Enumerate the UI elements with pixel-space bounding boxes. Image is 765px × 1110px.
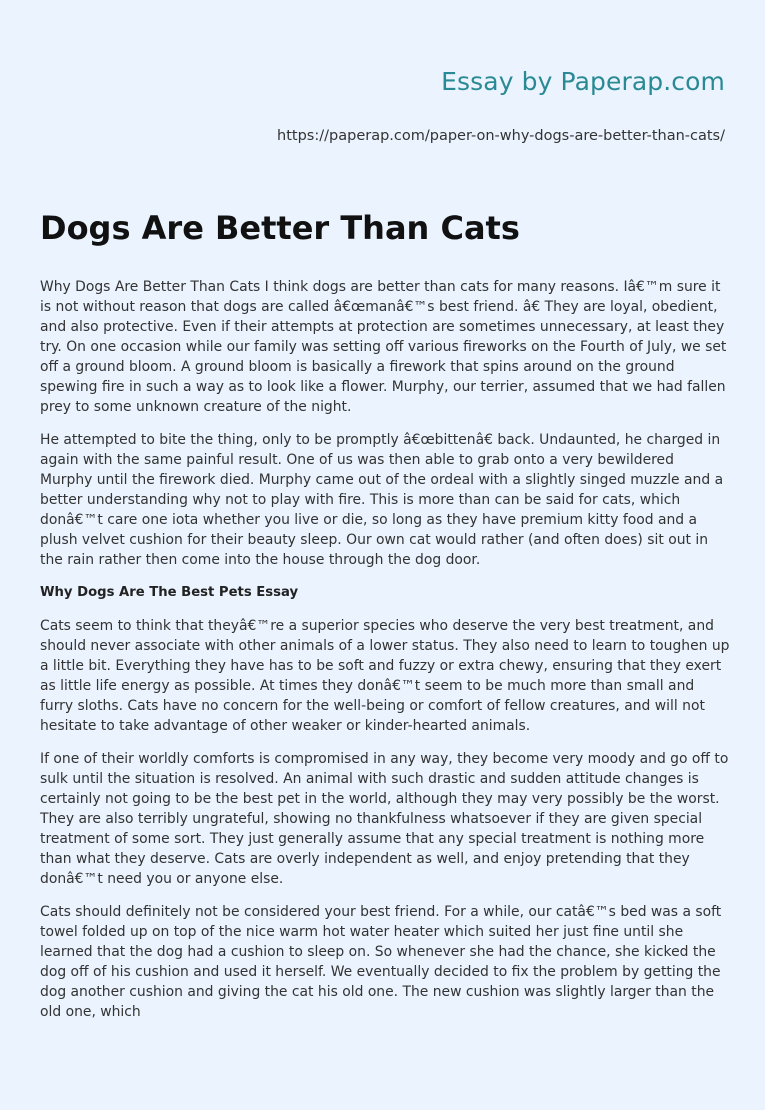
- paragraph-5: Cats should definitely not be considered your best friend. For a while, our catâ€™s bed was a soft towel folded up on top of the nice warm hot water heater which suited her just fine until she learned that the dog had a cushion to sleep on. So whenever she had the chance, she kicked the dog off of his cushion and used it herself. We eventually decided to fix the problem by getting the dog another cushion and giving the cat his old one. The new cushion was slightly larger than the old one, which: [40, 904, 722, 1020]
- section-heading: Why Dogs Are The Best Pets Essay: [40, 585, 299, 600]
- paragraph-1: Why Dogs Are Better Than Cats I think dogs are better than cats for many reasons. Iâ€™m sure it is not without reason that dogs are called â€œmanâ€™s best friend. â€ They are loyal, obedient, and also protective. Even if their attempts at protection are sometimes unnecessary, at least they try. On one occasion while our family was setting off various fireworks on the Fourth of July, we set off a ground bloom. A ground bloom is basically a firework that spins around on the ground spewing fire in such a way as to look like a flower. Murphy, our terrier, assumed that we had fallen prey to some unknown creature of the night.: [40, 279, 727, 415]
- paragraph-3: Cats seem to think that theyâ€™re a superior species who deserve the very best treatment, and should never associate with other animals of a lower status. They also need to learn to toughen up a little bit. Everything they have has to be soft and fuzzy or extra chewy, ensuring that they exert as little life energy as possible. At times they donâ€™t seem to be much more than small and furry sloths. Cats have no concern for the well-being or comfort of fellow creatures, and will not hesitate to take advantage of other weaker or kinder-hearted animals.: [40, 618, 730, 734]
- brand-link[interactable]: Essay by Paperap.com: [441, 67, 725, 96]
- source-url[interactable]: https://paperap.com/paper-on-why-dogs-are-better-than-cats/: [277, 128, 725, 144]
- paragraph-2: He attempted to bite the thing, only to be promptly â€œbittenâ€ back. Undaunted, he charged in again with the same painful result. One of us was then able to grab onto a very bewildered Murphy until the firework died. Murphy came out of the ordeal with a slightly singed muzzle and a better understanding why not to play with fire. This is more than can be said for cats, which donâ€™t care one iota whether you live or die, so long as they have premium kitty food and a plush velvet cushion for their beauty sleep. Our own cat would rather (and often does) sit out in the rain rather then come into the house through the dog door.: [40, 432, 724, 568]
- paragraph-4: If one of their worldly comforts is compromised in any way, they become very moody and go off to sulk until the situation is resolved. An animal with such drastic and sudden attitude changes is certainly not going to be the best pet in the world, although they may very possibly be the worst. They are also terribly ungrateful, showing no thankfulness whatsoever if they are given special treatment of some sort. They just generally assume that any special treatment is nothing more than what they deserve. Cats are overly independent as well, and enjoy pretending that they donâ€™t need you or anyone else.: [40, 751, 729, 887]
- essay-body: [40, 277, 730, 1035]
- page-title: Dogs Are Better Than Cats: [40, 209, 520, 247]
